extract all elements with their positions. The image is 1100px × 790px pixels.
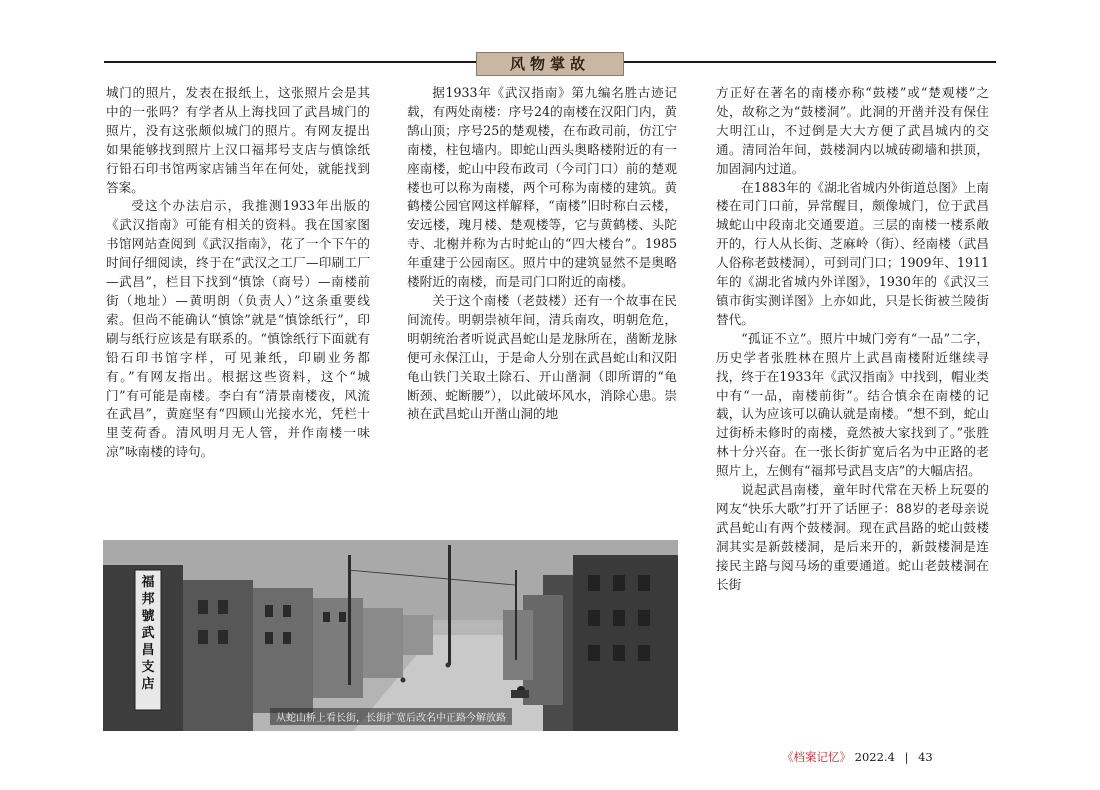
section-title: 风物掌故: [476, 52, 624, 76]
text-column-2: [407, 84, 677, 424]
street-photo-illustration: [103, 540, 678, 731]
paragraph: 说起武昌南楼，童年时代常在天桥上玩耍的网友“快乐大歌”打开了话匣子：88岁的老母亲说武昌蛇山有两个鼓楼洞。现在武昌路的蛇山鼓楼洞其实是新鼓楼洞，是后来开的，新鼓楼洞是连接民主路与阅马场的重要通道。蛇山老鼓楼洞在长街: [716, 482, 989, 592]
text-column-1: [106, 84, 370, 462]
street-photo: [103, 540, 678, 731]
paragraph: 城门的照片，发表在报纸上，这张照片会是其中的一张吗？有学者从上海找回了武昌城门的照片，没有这张颇似城门的照片。有网友提出如果能够找到照片上汉口福邦号支店与慎馀纸行铅石印书馆两家店铺当年在何处，就能找到答案。: [106, 85, 370, 195]
footer-separator: |: [904, 750, 909, 764]
page-number: 43: [918, 750, 933, 764]
paragraph: 受这个办法启示，我推测1933年出版的《武汉指南》可能有相关的资料。我在国家图书馆网站查阅到《武汉指南》，花了一个下午的时间仔细阅读，终于在“武汉之工厂—印刷工厂—武昌”，栏目下找到“慎馀（商号）—南楼前街（地址）—黄明朗（负责人）”这条重要线索。但尚不能确认“慎馀”就是“慎馀纸行”，印刷与纸行应该是有联系的。“慎馀纸行下面就有铅石印书馆字样，可见兼纸，印刷业务都有。”有网友指出。根据这些资料，这个“城门”有可能是南楼。李白有“清景南楼夜，风流在武昌”，黄庭坚有“四顾山光接水光，凭栏十里芰荷香。清风明月无人管，并作南楼一味凉”咏南楼的诗句。: [106, 198, 370, 460]
text-column-3: [716, 84, 989, 594]
issue-number: 2022.4: [854, 750, 895, 764]
paragraph: 据1933年《武汉指南》第九编名胜古迹记载，有两处南楼：序号24的南楼在汉阳门内，黄鹄山顶；序号25的楚观楼，在布政司前，仿江宁南楼，柱包墙内。即蛇山西头奥略楼附近的有一座南楼，蛇山中段布政司（今司门口）前的楚观楼也可以称为南楼，两个可称为南楼的建筑。黄鹤楼公园官网这样解释，“南楼”旧时称白云楼，安远楼，瑰月楼、楚观楼等，它与黄鹤楼、头陀寺、北榭并称为古时蛇山的“四大楼台”。1985年重建于公园南区。照片中的建筑显然不是奥略楼附近的南楼，而是司门口附近的南楼。: [407, 85, 677, 290]
shop-sign-text: 福邦號武昌支店: [141, 575, 155, 692]
header-rule-right: [622, 61, 996, 63]
header-rule-left: [104, 61, 476, 63]
magazine-name: 《档案记忆》: [782, 750, 851, 764]
paragraph: “孤证不立”。照片中城门旁有“一品”二字，历史学者张胜林在照片上武昌南楼附近继续寻找，终于在1933年《武汉指南》中找到，帽业类中有“一品，南楼前街”。结合慎余在南楼的记载，认为应该可以确认就是南楼。“想不到，蛇山过街桥未修时的南楼，竟然被大家找到了。”张胜林十分兴奋。在一张长街扩宽后名为中正路的老照片上，左侧有“福邦号武昌支店”的大幅店招。: [716, 330, 989, 479]
photo-caption: 从蛇山桥上看长街，长街扩宽后改名中正路今解放路: [270, 708, 512, 725]
page-footer: [782, 749, 933, 765]
paragraph: 在1883年的《湖北省城内外街道总图》上南楼在司门口前，异常醒目，颇像城门，位于武昌城蛇山中段南北交通要道。三层的南楼一楼系敞开的，行人从长街、芝麻岭（街）、经南楼（武昌人俗称老鼓楼洞），可到司门口；1909年、1911年的《湖北省城内外详图》，1930年的《武汉三镇市街实测详图》上亦如此，只是长街被兰陵街替代。: [716, 179, 989, 327]
paragraph: 方正好在著名的南楼亦称“鼓楼”或“楚观楼”之处，故称之为“鼓楼洞”。此洞的开凿并没有保住大明江山，不过倒是大大方便了武昌城内的交通。清同治年间，鼓楼洞内以城砖砌墙和拱顶，加固洞内过道。: [716, 85, 989, 176]
paragraph: 关于这个南楼（老鼓楼）还有一个故事在民间流传。明朝崇祯年间，清兵南攻，明朝危危，明朝统治者听说武昌蛇山是龙脉所在，凿断龙脉便可永保江山，于是命人分别在武昌蛇山和汉阳龟山铁门关取土除石、开山凿洞（即所谓的“龟断颈、蛇断腰”），以此破坏风水，消除心患。崇祯在武昌蛇山开凿山洞的地: [407, 292, 677, 422]
